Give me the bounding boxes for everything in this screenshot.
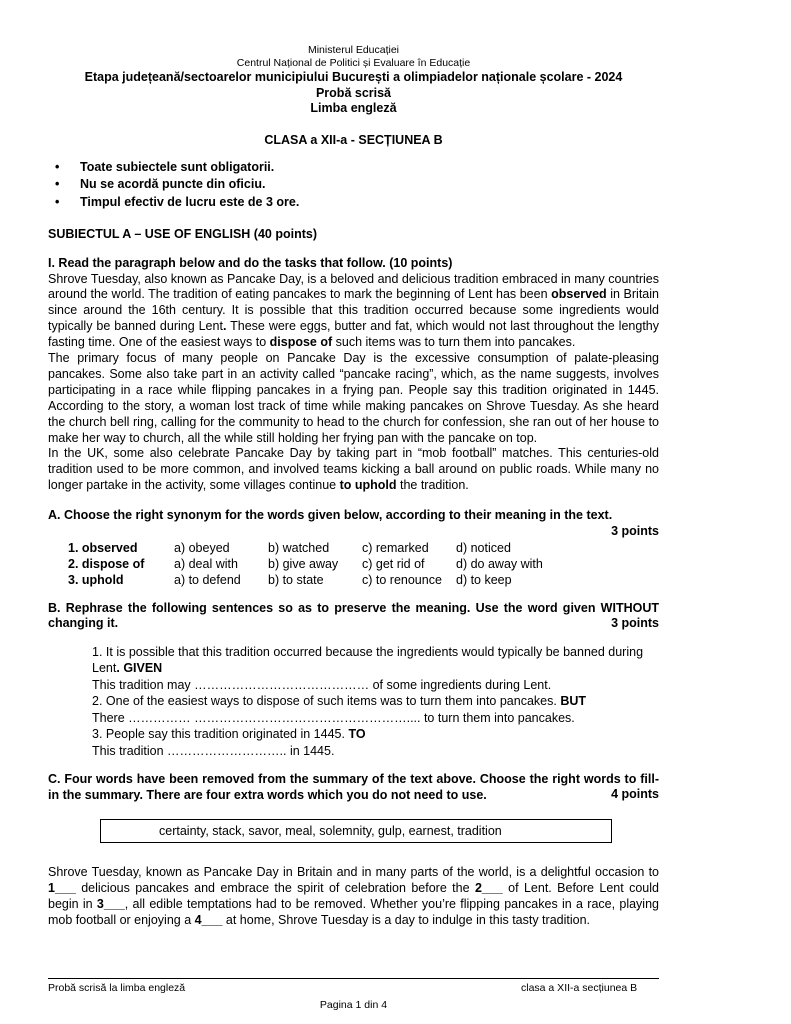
- word-bank-box: certainty, stack, savor, meal, solemnity, gulp, earnest, tradition: [100, 819, 612, 843]
- rephrase-answer-1: This tradition may …………………………………… of some ingredients during Lent.: [92, 677, 552, 692]
- rephrase-sentence-3: 3. People say this tradition originated in 1445. TO: [92, 727, 366, 741]
- synonym-table: [68, 540, 549, 588]
- rephrase-answer-3: This tradition ……………………….. in 1445.: [92, 743, 335, 758]
- table-row: 1. observed a) obeyed b) watched c) remarked d) noticed: [68, 540, 511, 555]
- footer-right: clasa a XII-a secțiunea B: [521, 982, 638, 994]
- task-c-title: C. Four words have been removed from the summary of the text above. Choose the right words to fill-in the summary. There are four extra words which you do not need to use.: [48, 772, 659, 802]
- exam-stage: Etapa județeană/sectoarelor municipiului București a olimpiadelor naționale școlare - 2024: [84, 70, 623, 84]
- rephrase-items: [92, 644, 659, 760]
- rule-item: • Timpul efectiv de lucru este de 3 ore.: [80, 194, 659, 212]
- task-c-points: 4 points: [611, 787, 659, 801]
- summary-paragraph: Shrove Tuesday, known as Pancake Day in Britain and in many parts of the world, is a delightful occasion to 1___ delicious pancakes and embrace the spirit of celebration before the 2___ of Lent. Before Lent could begin in 3___, all edible temptations had to be removed. Whether you’re flipping pancakes in a race, playing mob football or enjoying a 4___ at home, Shrove Tuesday is a day to indulge in this tasty tradition.: [48, 864, 659, 927]
- task-b-title: B. Rephrase the following sentences so as to preserve the meaning. Use the word given WITHOUT changing it.: [48, 600, 659, 631]
- rules-list: [48, 159, 659, 212]
- rule-item: • Toate subiectele sunt obligatorii.: [80, 159, 659, 177]
- passage-paragraph-3: In the UK, some also celebrate Pancake Day by taking part in “mob football” matches. This centuries-old tradition used to be more common, and involved teams kicking a ball around on public roads. While many no longer partake in the activity, some villages continue to uphold the tradition.: [48, 446, 659, 493]
- document-page: [48, 44, 659, 929]
- part1-title: I. Read the paragraph below and do the tasks that follow. (10 points): [48, 256, 453, 270]
- passage-paragraph-1: Shrove Tuesday, also known as Pancake Day, is a beloved and delicious tradition embraced in many countries around the world. The tradition of eating pancakes to mark the beginning of Lent has been observed in Britain since around the 16th century. It is possible that this tradition occurred because some ingredients would typically be banned during Lent. These were eggs, butter and fat, which would not last throughout the lengthy fasting time. One of the easiest ways to dispose of such items was to turn them into pancakes.: [48, 271, 659, 350]
- passage-paragraph-2: The primary focus of many people on Pancake Day is the excessive consumption of palate-pleasing pancakes. Some also take part in an activity called “pancake racing”, which, as the name suggests, involves participating in a race while flipping pancakes in a frying pan. People say this tradition originated in 1445. According to the story, a woman lost track of time while making pancakes on Shrove Tuesday. As she heard the church bell ring, calling for the community to head to the church for confession, she ran out of her house to make her way to church, all the while still holding her frying pan with the pancake on top.: [48, 351, 659, 445]
- class-title: CLASA a XII-a - SECȚIUNEA B: [264, 132, 443, 147]
- page-footer: [48, 978, 659, 1011]
- rephrase-answer-2: There …………… …………………………………………….... to turn them into pancakes.: [92, 710, 575, 725]
- table-row: 2. dispose of a) deal with b) give away c) get rid of d) do away with: [68, 556, 543, 571]
- task-b-points: 3 points: [611, 615, 659, 630]
- subject-title: SUBIECTUL A – USE OF ENGLISH (40 points): [48, 227, 318, 241]
- rephrase-sentence-2: 2. One of the easiest ways to dispose of such items was to turn them into pancakes. BUT: [92, 694, 587, 708]
- footer-left: Probă scrisă la limba engleză: [48, 982, 186, 994]
- center-name: Centrul Național de Politici și Evaluare în Educație: [236, 57, 471, 69]
- rule-item: • Nu se acordă puncte din oficiu.: [80, 176, 659, 194]
- exam-type: Probă scrisă: [315, 85, 392, 100]
- task-a-points: 3 points: [611, 523, 659, 538]
- rephrase-sentence-1: 1. It is possible that this tradition occurred because the ingredients would typically be banned during Lent. GIVEN: [92, 644, 644, 675]
- task-a-title: A. Choose the right synonym for the words given below, according to their meaning in the text.: [48, 508, 613, 523]
- ministry-name: Ministerul Educației: [307, 44, 400, 56]
- page-number: Pagina 1 din 4: [319, 999, 388, 1011]
- table-row: 3. uphold a) to defend b) to state c) to renounce d) to keep: [68, 572, 512, 587]
- exam-subject: Limba engleză: [310, 101, 397, 115]
